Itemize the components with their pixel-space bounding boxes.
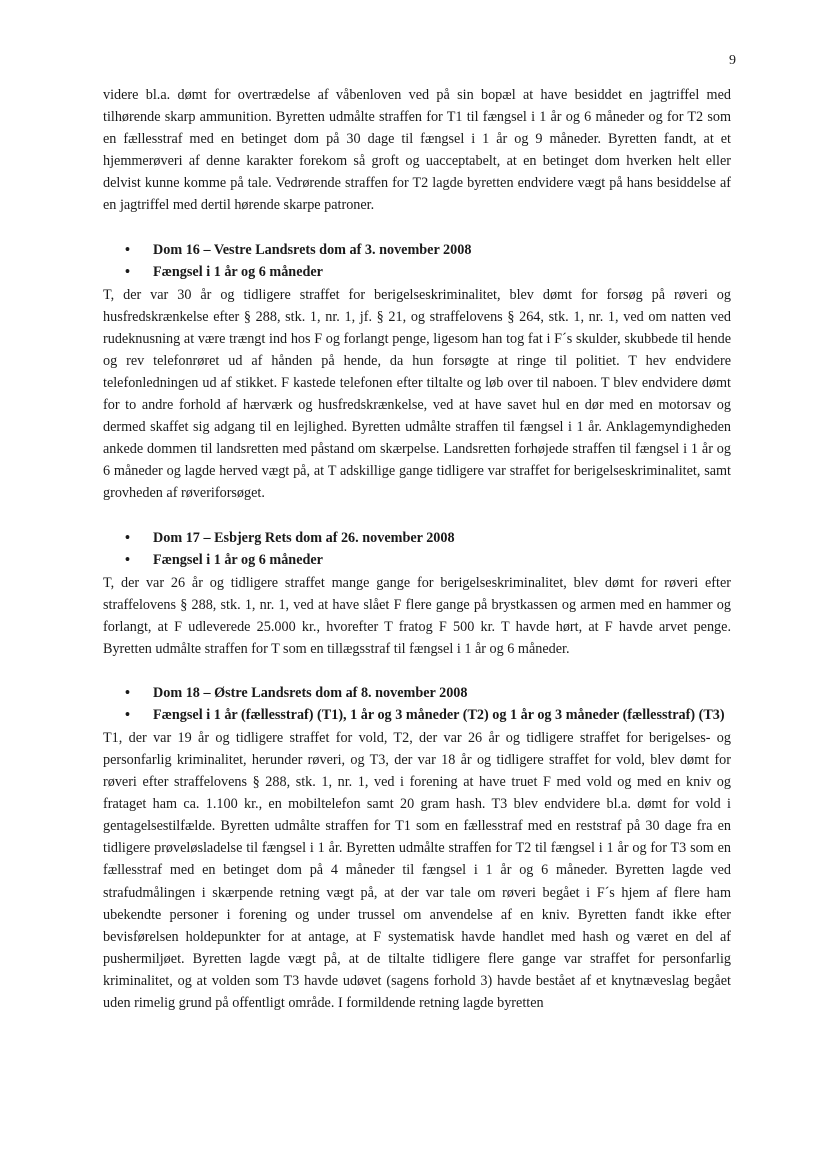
intro-paragraph: videre bl.a. dømt for overtrædelse af våbenloven ved på sin bopæl at have besiddet en jagtriffel med tilhørende skarp ammunition. Byretten udmålte straffen for T1 til fængsel i 1 år og 6 måneder og for T2 som en fællesstraf med en betinget dom på 30 dage til fængsel i 1 år og 9 måneder. Byretten fandt, at et hjemmerøveri af denne karakter forekom så groft og uacceptabelt, at en betinget dom hverken helt eller delvist kunne komme på tale. Vedrørende straffen for T2 lagde byretten endvidere vægt på hans besiddelse af en jagtriffel med dertil hørende skarpe patroner. [103,87,731,214]
case-18-bullets [103,682,731,727]
case-17-sentence: Fængsel i 1 år og 6 måneder [153,552,323,568]
bullet-icon: • [125,529,130,546]
case-16-paragraph: T, der var 30 år og tidligere straffet for berigelseskriminalitet, blev dømt for forsøg på røveri og husfredskrænkelse efter § 288, stk. 1, nr. 1, jf. § 21, og straffelovens § 264, stk. 1, nr. 1, ved om natten ved rudeknusning at være trængt ind hos F og forlangt penge, ligesom han tog fat i F´s skulder, skubbede til hende og rev telefonrøret ud af hånden på hende, da hun forsøgte at ringe til politiet. T hev endvidere telefonledningen ud af stikket. F kastede telefonen efter tiltalte og løb over til naboen. T blev endvidere dømt for to andre forhold af hærværk og husfredskrænkelse, ved at have savet hul en dør med en motorsav og dermed skaffet sig adgang til en lejlighed. Byretten udmålte straffen til fængsel i 1 år. Anklagemyndigheden ankede dommen til landsretten med påstand om skærpelse. Landsretten forhøjede straffen til fængsel i 1 år og 6 måneder og lagde herved vægt på, at T adskillige gange tidligere var straffet for berigelseskriminalitet, samt grovheden af røveriforsøget. [103,286,731,502]
case-16-heading: Dom 16 – Vestre Landsrets dom af 3. november 2008 [153,241,472,258]
case-18-paragraph: T1, der var 19 år og tidligere straffet for vold, T2, der var 26 år og tidligere straffet for berigelses- og personfarlig kriminalitet, herunder røveri, og T3, der var 18 år og tidligere straffet for vold, blev dømt for røveri efter straffelovens § 288, stk. 1, nr. 1, ved i forening at have truet F med vold og med en kniv og frataget ham ca. 1.100 kr., en mobiltelefon samt 20 gram hash. T3 blev endvidere bl.a. dømt for vold i gentagelsestilfælde. Byretten udmålte straffen for T1 som en fællesstraf med en reststraf på 30 dage fra en tidligere prøveløsladelse til fængsel i 1 år. Byretten udmålte straffen for T2 til fængsel i 1 år og for T3 som en fællesstraf med en betinget dom på 4 måneder til fængsel i 1 år og 6 måneder. Byretten lagde ved strafudmålingen i skærpende retning vægt på, at der var tale om røveri begået i F´s hjem af flere ham ubekendte personer i forening og under trussel om anvendelse af en kniv. Byretten fandt ikke efter bevisførelsen holdepunkter for at antage, at F systematisk havde handlet med hash og været en del af pushermiljøet. Byretten lagde vægt på, at de tiltalte tidligere flere gange var straffet for personfarlig kriminalitet, og at volden som T3 havde udøvet (sagens forhold 3) havde bestået af et knytnæveslag begået uden rimelig grund på offentligt område. I formildende retning lagde byretten [103,729,731,1011]
case-17-heading: Dom 17 – Esbjerg Rets dom af 26. november 2008 [153,529,455,546]
case-16 [103,239,731,505]
case-16-sentence: Fængsel i 1 år og 6 måneder [153,264,323,281]
case-16-heading-item [103,239,731,262]
case-17-heading-item [103,527,731,550]
case-17-bullets [103,527,731,572]
bullet-icon: • [125,241,130,258]
document-body [103,84,731,1014]
case-17-paragraph: T, der var 26 år og tidligere straffet mange gange for berigelseskriminalitet, blev dømt for røveri efter straffelovens § 288, stk. 1, nr. 1, ved at have slået F flere gange på brystkassen og armen med en hammer og forlangt, at F udleverede 25.000 kr., hvorefter T fratog F 500 kr. T havde hørt, at F havde arvet penge. Byretten udmålte straffen for T som en tillægsstraf til fængsel i 1 år og 6 måneder. [103,574,731,657]
case-18-heading-item [103,682,731,705]
case-18-sentence-item [103,704,731,727]
bullet-icon: • [125,552,130,568]
case-18 [103,682,731,1014]
case-18-sentence: Fængsel i 1 år (fællesstraf) (T1), 1 år og 3 måneder (T2) og 1 år og 3 måneder (fællesstraf) (T3) [153,707,725,724]
case-16-sentence-item [103,261,731,284]
case-18-heading: Dom 18 – Østre Landsrets dom af 8. november 2008 [153,684,468,701]
bullet-icon: • [125,264,130,281]
case-16-bullets [103,239,731,284]
bullet-icon: • [125,707,130,724]
bullet-icon: • [125,684,130,701]
case-17 [103,527,731,660]
page-number: 9 [729,53,736,68]
case-17-sentence-item [103,549,731,572]
